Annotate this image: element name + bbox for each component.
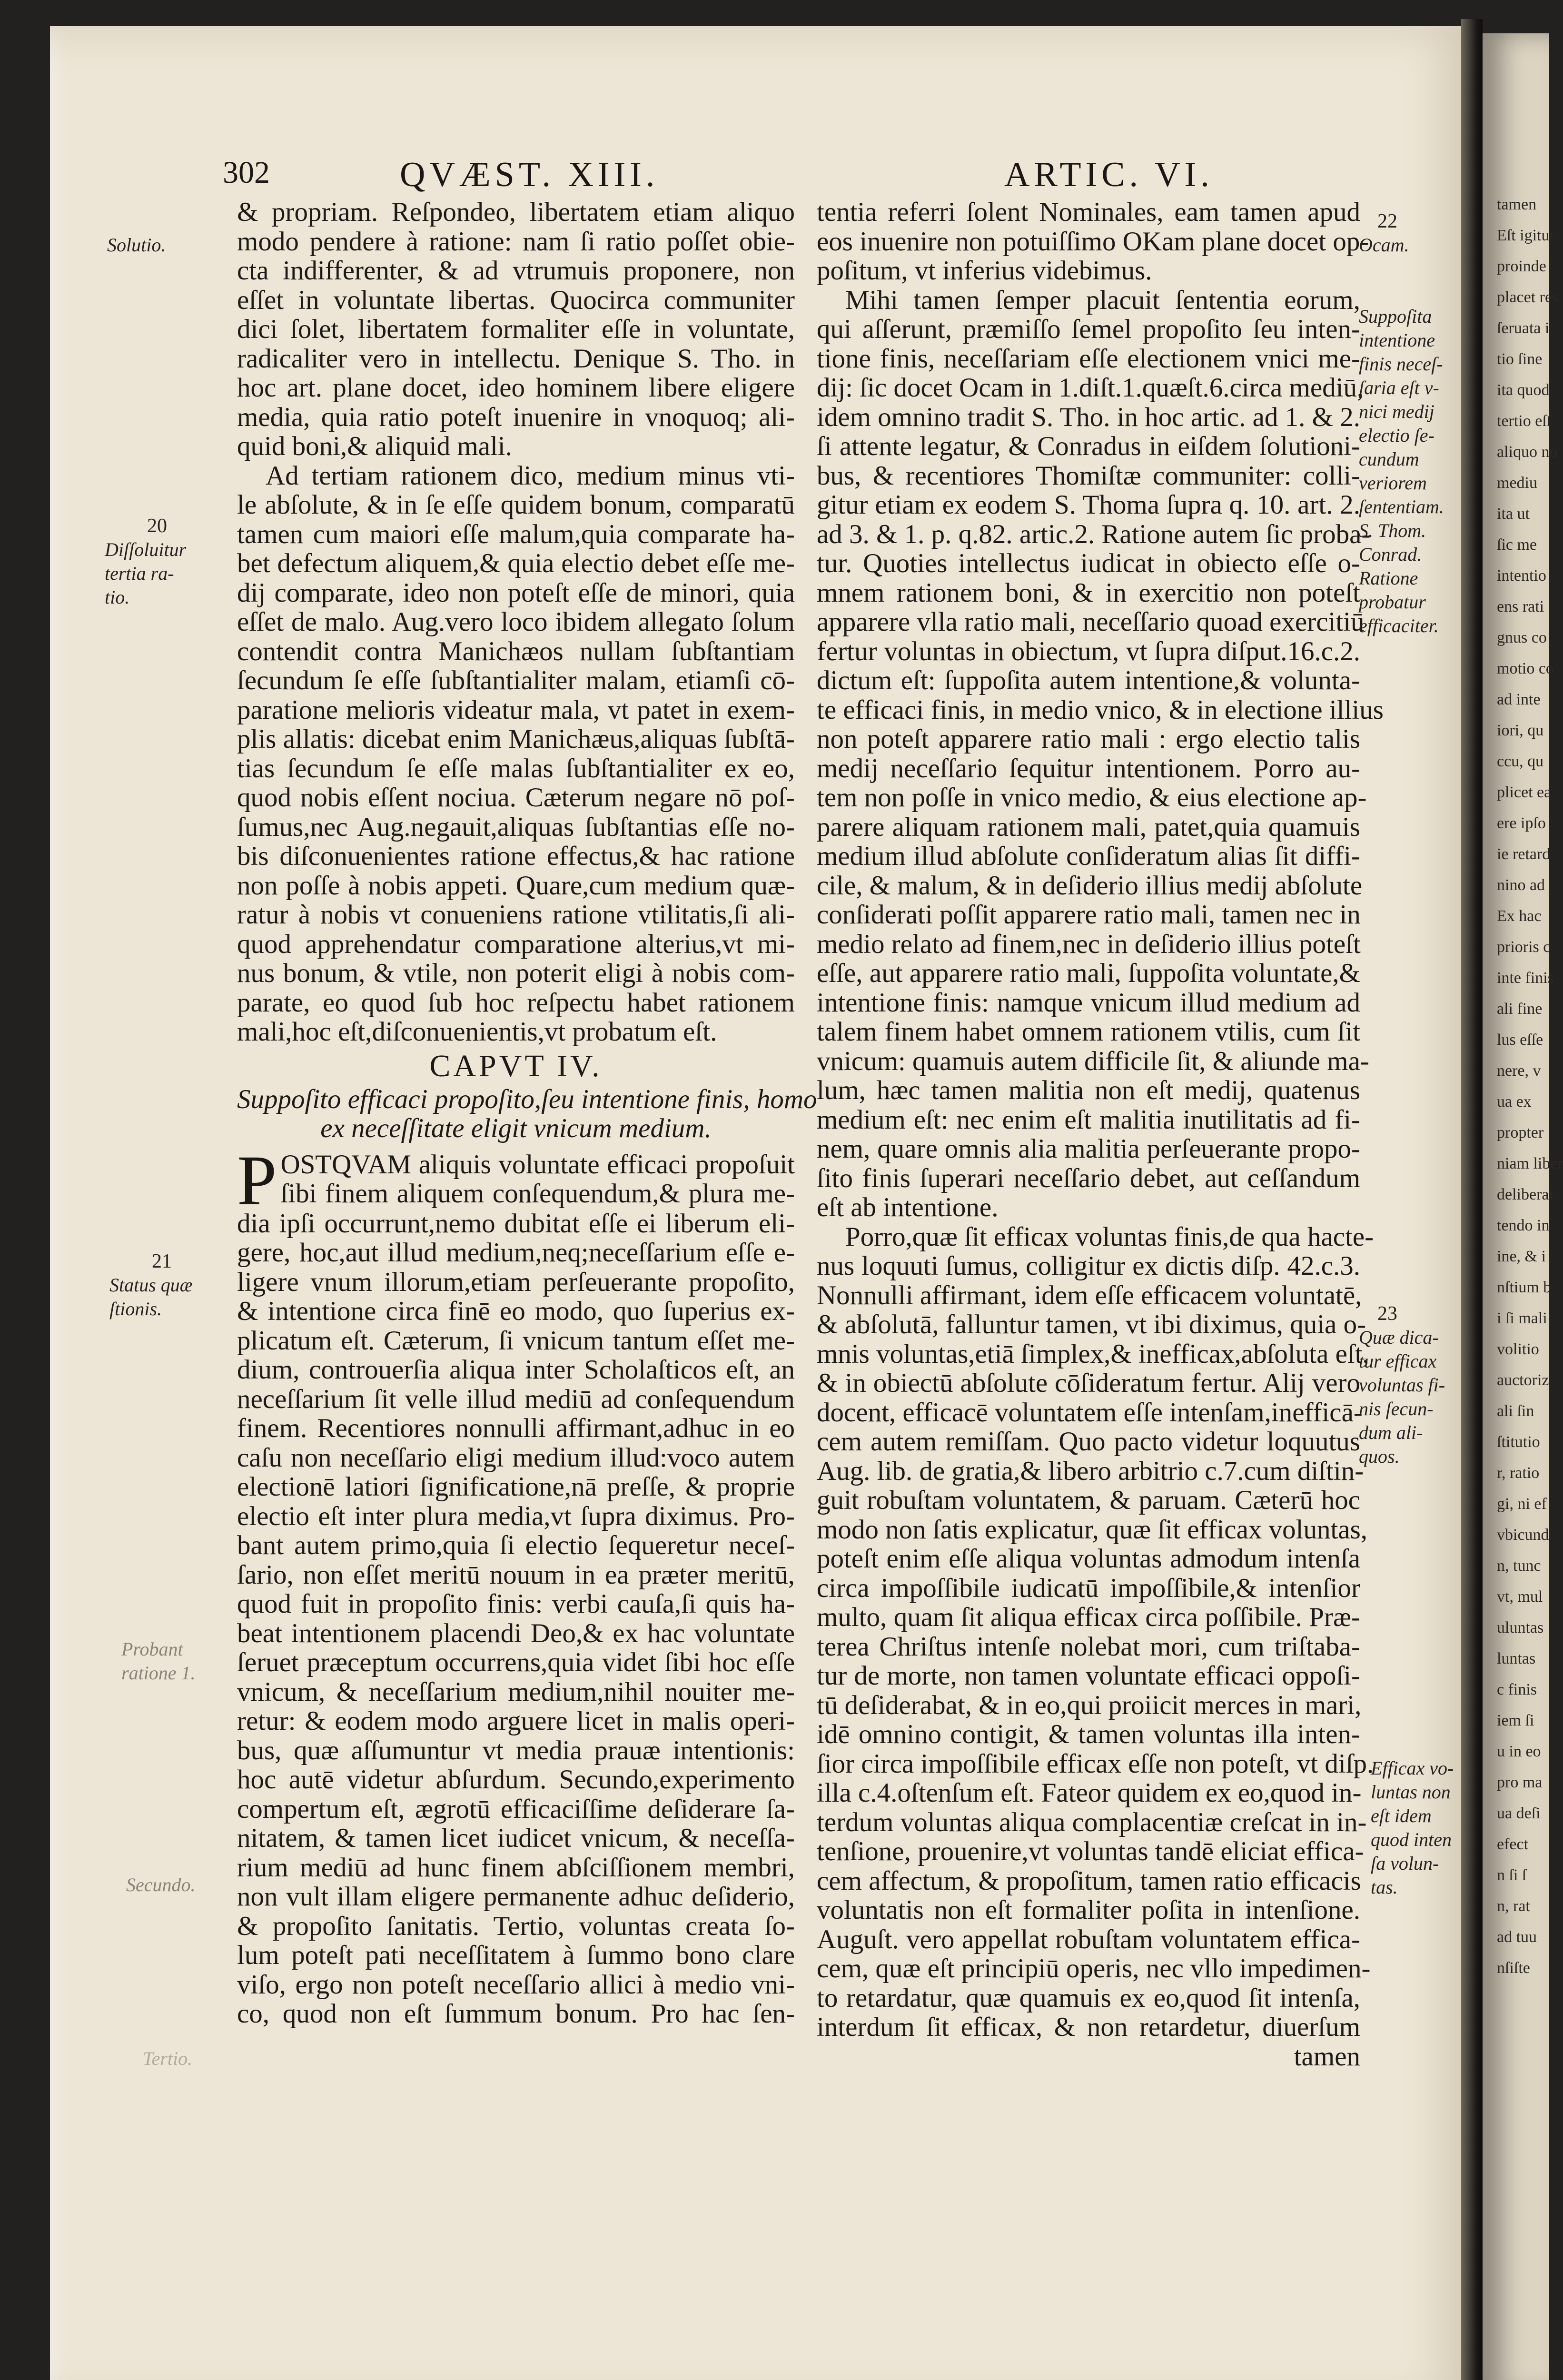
next-page-fragment: tendo in (1497, 1217, 1550, 1234)
text-line: poſitum, vt inferius videbimus. (817, 256, 1152, 286)
next-page-fragment: lus eſſe (1497, 1031, 1543, 1049)
page-gutter (1461, 19, 1483, 2380)
next-page-fragment: motio co (1497, 660, 1554, 677)
text-line: guit robuſtam voluntatem, & paruam. Cæterū hoc (817, 1485, 1360, 1515)
text-line: beat intentionem placendi Deo,& ex hac voluntate (237, 1618, 795, 1648)
text-line: tentia referri ſolent Nominales, eam tamen apud (817, 197, 1360, 227)
next-page-fragment: ali fine (1497, 1000, 1543, 1018)
text-line: & propoſito ſanitatis. Tertio, voluntas creata ſo- (237, 1911, 795, 1941)
text-line: bus, quæ aſſumuntur vt media prauæ intentionis: (237, 1735, 795, 1765)
next-page-fragment: ad inte (1497, 691, 1541, 708)
text-line: nem, quare omnis alia malitia perſeuerante propo- (817, 1134, 1360, 1164)
next-page-fragment: vt, mul (1497, 1588, 1543, 1606)
next-page-fragment: luntas (1497, 1650, 1536, 1667)
next-page-edge (1483, 33, 1563, 2380)
text-line: tem non poſſe in vnico medio, & eius electione ap- (817, 783, 1367, 813)
text-line: nitatem, & tamen licet iudicet vnicum, & neceſſa- (237, 1823, 795, 1853)
chapter-title: CAPVT IV. (429, 1048, 603, 1083)
text-line: & propriam. Reſpondeo, libertatem etiam aliquo (237, 197, 795, 227)
text-line: paratione melioris videatur mala, vt patet in exem- (237, 694, 795, 725)
next-page-fragment: volitio (1497, 1340, 1539, 1358)
text-line: gitur etiam ex eodem S. Thoma ſupra q. 10. art. 2. (817, 490, 1360, 520)
text-line: cem affectum, & propoſitum, tamen ratio efficacis (817, 1865, 1361, 1896)
next-page-fragment: ccu, qu (1497, 753, 1544, 770)
text-line: fertur voluntas in obiectum, vt ſupra diſput.16.c.2. (817, 636, 1360, 666)
text-line: co, quod non eſt ſummum bonum. Pro hac ſen- (237, 1999, 795, 2029)
text-line: te efficaci finis, in medio vnico, & in electione illius (817, 694, 1384, 725)
text-line: idē omnino contigit, & tamen voluntas illa inten- (817, 1719, 1360, 1749)
text-line: quod fuit in propoſito finis: verbi cauſa,ſi quis ha- (237, 1589, 795, 1619)
page-number: 302 (223, 155, 270, 190)
text-line: nus loquuti ſumus, colligitur ex dictis diſp. 42.c.3. (817, 1251, 1360, 1281)
text-line: bis diſconuenientes ratione effectus,& hac ratione (237, 841, 795, 871)
text-line: mali,hoc eſt,diſconuenientis,vt probatum eſt. (237, 1017, 717, 1047)
next-page-fragment: ens rati (1497, 598, 1544, 615)
margin-line: quos. (1359, 1446, 1400, 1467)
text-line: tenſione, prouenire,vt voluntas tandē eliciat effica- (817, 1836, 1364, 1866)
text-line: tur de morte, non tamen voluntate efficaci oppoſi- (817, 1661, 1360, 1691)
text-line: mnem rationem boni, & in exercitio non poteſt (817, 577, 1360, 608)
chapter-subtitle-line-1: Suppoſito efficaci propoſito,ſeu intentione finis, homo (237, 1084, 817, 1114)
text-line: ligere vnum illorum,etiam perſeuerante propoſito, (237, 1267, 795, 1297)
text-line: nus bonum, & vtile, non poterit eligi à nobis com- (237, 958, 795, 988)
margin-line: Status quæ (109, 1274, 193, 1296)
opening-line-1: OSTQVAM aliquis voluntate efficaci propoſuit (280, 1149, 795, 1180)
text-line: contendit contra Manichæos nullam ſubſtantiam (237, 636, 795, 666)
text-line: ſario, non eſſet meritū nouum in ea præter meritū, (237, 1559, 795, 1590)
next-page-fragment: iori, qu (1497, 722, 1544, 739)
next-page-fragment: gi, ni ef (1497, 1495, 1547, 1513)
text-line: hoc autē videtur abſurdum. Secundo,experimento (237, 1765, 795, 1795)
text-line: interdum ſit efficax, & non retardetur, diuerſum (817, 2012, 1360, 2042)
next-page-fragment: intentio (1497, 567, 1546, 585)
margin-line: dum ali- (1359, 1422, 1423, 1443)
next-page-fragment: n, rat (1497, 1897, 1530, 1915)
text-line: lum poteſt pati neceſſitatem à ſummo bono clare (237, 1940, 795, 1970)
text-line: medij neceſſario ſequitur intentionem. Porro au- (817, 753, 1360, 783)
margin-line: voluntas fi- (1359, 1374, 1445, 1396)
next-page-fragment: ſeruata i (1497, 319, 1550, 337)
margin-number-23: 23 (1377, 1303, 1397, 1325)
next-page-fragment: efect (1497, 1835, 1529, 1853)
next-page-fragment: aliquo no (1497, 443, 1558, 461)
text-line: vnicum, & neceſſarium medium,nihil nouiter me- (237, 1676, 795, 1707)
chapter-subtitle-line-2: ex neceſſitate eligit vnicum medium. (320, 1113, 712, 1143)
paragraph-nominales (817, 197, 1369, 286)
next-page-fragment: deliberat (1497, 1186, 1553, 1203)
text-line: tū deſiderabat, & in eo,qui proiicit merces in mari, (817, 1690, 1362, 1720)
text-line: dia ipſi occurrunt,nemo dubitat eſſe ei liberum eli- (237, 1208, 795, 1239)
next-page-fragment: placet res (1497, 288, 1559, 306)
next-page-fragment: Eſt igitur (1497, 227, 1555, 244)
margin-note-probant (121, 1637, 196, 1685)
text-line: cem autem remiſſam. Quo pacto videtur loquutus (817, 1427, 1360, 1457)
margin-line: tertia ra- (105, 563, 174, 584)
margin-line: nis ſecun- (1359, 1398, 1434, 1419)
text-line: medium eſt: nec enim eſt malitia inutilitatis ad fi- (817, 1104, 1360, 1135)
margin-line: cundum (1359, 448, 1419, 470)
next-page-fragment: ine, & i (1497, 1248, 1546, 1265)
margin-line: S. Thom. (1359, 520, 1426, 541)
margin-line: Diſſoluitur (105, 539, 187, 560)
text-line: poteſt enim eſſe aliqua voluntas admodum intenſa (817, 1544, 1360, 1574)
text-line: voluntatis non eſt formaliter poſita in intenſione. (817, 1895, 1360, 1925)
next-page-fragment: ſic me (1497, 536, 1537, 554)
text-line: caſu non neceſſario eligi medium illud:voco autem (237, 1442, 795, 1473)
text-line: ſeruet præceptum occurrens,quia videt ſibi hoc eſſe (237, 1647, 795, 1677)
text-line: ad 3. & 1. p. q.82. artic.2. Ratione autem ſic proba- (817, 519, 1371, 549)
next-page-fragment: uluntas (1497, 1619, 1544, 1636)
margin-note-solutio: Solutio. (107, 234, 166, 256)
next-page-fragment: nſtium b (1497, 1279, 1552, 1296)
text-line: compertum eſt, ægrotū efficaciſſime deſiderare ſa- (237, 1794, 795, 1824)
next-page-fragment: iem ſi (1497, 1712, 1534, 1729)
margin-line: Ratione (1359, 567, 1418, 589)
margin-line: tio. (105, 586, 130, 608)
text-line: to retardatur, quæ quamuis ex eo,quod ſit intenſa, (817, 1983, 1360, 2013)
text-line: viſo, ergo non poteſt neceſſario allici à medio vni- (237, 1969, 795, 2000)
text-line: bant autem primo,quia ſi electio ſequeretur neceſ- (237, 1530, 795, 1560)
margin-note-21 (109, 1250, 214, 1321)
text-line: tur. Quoties intellectus iudicat in obiecto eſſe o- (817, 548, 1360, 578)
text-line: medio relato ad finem,nec in deſiderio illius poteſt (817, 929, 1361, 959)
margin-note-23 (1359, 1302, 1445, 1468)
text-line: & intentione circa finē eo modo, quo ſuperius ex- (237, 1296, 795, 1326)
text-line: medium illud abſolute conſideratum alias ſit diffi- (817, 841, 1360, 871)
text-line: modo pendere à ratione: nam ſi ratio poſſet obie- (237, 226, 795, 257)
paragraph-third-reason (237, 461, 795, 1047)
next-page-fragment: nſiſte (1497, 1959, 1530, 1977)
margin-line: efficaciter. (1359, 615, 1439, 636)
text-line: dici ſolet, libertatem formaliter eſſe in voluntate, (237, 314, 795, 344)
text-line: parate, eo quod ſub hoc reſpectu habet rationem (237, 987, 795, 1018)
text-line: intentione finis: namque vnicum illud medium ad (817, 987, 1360, 1018)
text-line: circa impoſſibile iudicatū impoſſibile,& intenſior (817, 1573, 1360, 1603)
text-line: eſt ab intentione. (817, 1192, 999, 1222)
next-page-fragment: tertio eſſ (1497, 412, 1552, 430)
next-page-fragment: vbicund (1497, 1526, 1549, 1544)
text-line: multo, quam ſit aliqua efficax circa poſſibile. Præ- (817, 1602, 1360, 1632)
next-page-fragment: n, tunc (1497, 1557, 1541, 1575)
text-line: cem, quæ eſt principiū operis, nec vllo impedimen- (817, 1954, 1371, 1983)
text-line: bus, & recentiores Thomiſtæ communiter: colli- (817, 460, 1360, 491)
text-line: & abſolutā, falluntur tamen, vt ibi diximus, quia o- (817, 1309, 1366, 1339)
text-line: tamen cum maiori eſſe malum,quia comparate ha- (237, 519, 795, 549)
margin-line: ſa volun- (1371, 1853, 1439, 1874)
margin-line: tas. (1371, 1876, 1398, 1898)
next-page-fragment: prioris c (1497, 938, 1551, 956)
text-line: terea Chriſtus intenſe nolebat mori, cum triſtaba- (817, 1631, 1360, 1662)
text-line: electio eſt inter plura media,vt ſupra diximus. Pro- (237, 1501, 795, 1531)
next-page-fragment: u in eo (1497, 1743, 1541, 1760)
text-line: eos inuenire non potuiſſimo OKam plane docet op- (817, 226, 1369, 257)
margin-note-20 (105, 514, 209, 609)
margin-line: eſt idem (1371, 1805, 1432, 1826)
next-page-fragment: proinde (1497, 258, 1546, 275)
text-line: dictum eſt: ſuppoſita autem intentione,& volunta- (817, 665, 1360, 695)
next-page-fragment: ita quod (1497, 381, 1550, 399)
next-page-fragment: inte finis (1497, 969, 1554, 987)
text-line: idem omnino tradit S. Tho. in hoc artic. ad 1. & 2. (817, 402, 1360, 432)
margin-line: ſententiam. (1359, 496, 1444, 517)
next-page-fragment: plicet ea (1497, 783, 1552, 801)
text-line: illa c.4.oſtenſum eſt. Fateor quidem ex eo,quod in- (817, 1778, 1362, 1808)
text-line: ſecundum ſe eſſe ſubſtantialiter malam, etiamſi cō- (237, 665, 795, 695)
margin-line: tur efficax (1359, 1350, 1437, 1372)
text-column-left (237, 197, 817, 2029)
running-head-article: ARTIC. VI. (1004, 155, 1214, 194)
text-line: Ad tertiam rationem dico, medium minus vti- (266, 460, 795, 491)
text-line: rium mediū ad hunc finem abſciſſionem membri, (237, 1852, 795, 1883)
text-line: cta indifferenter, & ad vtrumuis proponere, non (237, 256, 795, 286)
text-line: terdum voluntas aliqua complacentiæ creſcat in in- (817, 1807, 1367, 1837)
text-line: talem finem habet omnem rationem vtilis, cum ſit (817, 1017, 1360, 1047)
text-line: ſito finis ſuperari neceſſario debet, aut ceſſandum (817, 1163, 1360, 1193)
running-head-question: QVÆST. XIII. (400, 155, 659, 194)
next-page-fragment: ali ſin (1497, 1402, 1534, 1420)
text-line: Nonnulli affirmant, idem eſſe efficacem voluntatē, (817, 1280, 1362, 1310)
text-line: ſi attente legatur, & Conradus in eiſdem ſolutioni- (817, 431, 1360, 461)
text-line: le abſolute, & in ſe eſſe quidem bonum, comparatū (237, 490, 795, 520)
paragraph-sententia (817, 285, 1384, 1222)
margin-number-21: 21 (152, 1250, 172, 1272)
text-line: docent, efficacē voluntatem eſſe intenſam,inefficā- (817, 1397, 1363, 1428)
margin-line: ratione 1. (121, 1662, 196, 1684)
next-page-fragment: ita ut (1497, 505, 1530, 523)
margin-note-tertio: Tertio. (143, 2048, 193, 2069)
margin-line: finis neceſ- (1359, 353, 1443, 375)
text-line: modo non ſatis explicatur, quæ ſit efficax voluntas, (817, 1514, 1368, 1545)
text-line: quid boni,& aliquid mali. (237, 431, 512, 461)
margin-line: ſtionis. (109, 1298, 162, 1319)
text-line: mnis voluntas,etiā ſimplex,& inefficax,abſoluta eſt, (817, 1339, 1369, 1369)
margin-note-supposita (1359, 305, 1444, 638)
text-line: dij: ſic docet Ocam in 1.diſt.1.quæſt.6.circa mediū, (817, 373, 1364, 403)
text-line: ratur à nobis vt conueniens ratione vtilitatis,ſi ali- (237, 900, 795, 930)
text-line: tias ſecundum ſe eſſe malas ſubſtantialiter ex eo, (237, 753, 795, 783)
text-line: Mihi tamen ſemper placuit ſententia eorum, (845, 285, 1360, 315)
text-line: finem. Recentiores nonnulli affirmant,adhuc in eo (237, 1413, 795, 1443)
text-line: non vult illam eligere permanente adhuc deſiderio, (237, 1882, 795, 1912)
next-page-fragment: ua deſi (1497, 1805, 1541, 1822)
text-line: non poteſt apparere ratio mali : ergo electio talis (817, 724, 1360, 754)
text-line: tione finis, neceſſariam eſſe electionem vnici me- (817, 343, 1360, 374)
margin-note-22 (1359, 209, 1416, 257)
text-line: radicaliter vero in intellectu. Denique S. Tho. in (237, 343, 795, 374)
text-line: dij comparate, ideo non poteſt eſſe de minori, quia (237, 577, 795, 608)
text-line: apparere vlla ratio mali, neceſſario quoad exercitiū (817, 607, 1365, 637)
text-line: plicatum eſt. Cæterum, ſi vnicum tantum eſſet me- (237, 1325, 795, 1356)
next-page-fragment: ie retard (1497, 845, 1551, 863)
text-line: cile, & malum, & in deſiderio illius medij abſolute (817, 870, 1363, 901)
margin-line: luntas non (1371, 1781, 1451, 1803)
next-page-fragment: ere ipſo (1497, 814, 1546, 832)
margin-line: ſaria eſt v- (1359, 377, 1439, 398)
text-line: eſſe, aut apparere ratio mali, ſuppoſita voluntate,& (817, 958, 1360, 988)
next-page-fragment: pro ma (1497, 1774, 1543, 1791)
margin-number-20: 20 (147, 515, 167, 537)
text-line: conſiderati poſſit apparere ratio mali, tamen nec in (817, 900, 1361, 930)
next-page-fragment: c finis (1497, 1681, 1537, 1698)
text-line: plis allatis: dicebat enim Manichæus,aliquas ſubſtā- (237, 724, 795, 754)
text-line: gere, hoc,aut illud medium,neq;neceſſarium eſſe e- (237, 1238, 795, 1268)
text-line: parere aliquam rationem mali, patet,quia quamuis (817, 812, 1360, 842)
text-line: non poſſe à nobis appeti. Quare,cum medium quæ- (237, 870, 795, 901)
paragraph-chapter-body (237, 1209, 795, 2029)
margin-note-secundo: Secundo. (126, 1874, 196, 1895)
margin-line: Suppoſita (1359, 306, 1432, 327)
text-line: qui aſſerunt, præmiſſo ſemel propoſito ſeu inten- (817, 314, 1360, 344)
margin-line: Efficax vo- (1371, 1757, 1454, 1779)
text-line: bet defectum aliquem,& quia electio debet eſſe me- (237, 548, 795, 578)
next-page-fragment: Ex hac (1497, 907, 1542, 925)
next-page-fragment: tio ſine (1497, 350, 1543, 368)
margin-note-efficax (1371, 1756, 1454, 1899)
text-line: eſſet de malo. Aug.vero loco ibidem allegato ſolum (237, 607, 795, 637)
text-line: Aug. lib. de gratia,& libero arbitrio c.7.cum diſtin- (817, 1456, 1364, 1486)
text-line: quod apprehendatur comparatione alterius,vt mi- (237, 929, 795, 959)
paragraph-response (237, 198, 795, 461)
next-page-fragment: n ſi ſ (1497, 1866, 1527, 1884)
margin-number-22: 22 (1377, 210, 1397, 232)
text-line: ſior circa impoſſibile efficax eſſe non poteſt, vt diſp. (817, 1748, 1374, 1779)
text-line: dium, controuerſia aliqua inter Scholaſticos eſt, an (237, 1355, 795, 1385)
catchword: tamen (1294, 2041, 1360, 2072)
next-page-fragment: propter (1497, 1124, 1544, 1141)
text-line: media, quia ratio poteſt inuenire in vnoquoq; ali- (237, 402, 795, 432)
next-page-fragment: mediu (1497, 474, 1537, 492)
margin-line: Conrad. (1359, 544, 1422, 565)
next-page-fragment: ad tuu (1497, 1928, 1537, 1946)
text-line: lum, hæc tamen malitia non eſt medij, quatenus (817, 1075, 1360, 1105)
margin-line: probatur (1359, 591, 1426, 613)
next-page-fragment: r, ratio (1497, 1464, 1540, 1482)
margin-line: Ocam. (1359, 234, 1409, 256)
text-line: vnicum: quamuis autem difficile ſit, & aliunde ma- (817, 1046, 1369, 1076)
drop-capital: P (237, 1140, 277, 1220)
next-page-fragment: niam liber (1497, 1155, 1563, 1172)
margin-line: intentione (1359, 329, 1435, 351)
margin-line: veriorem (1359, 472, 1427, 494)
next-page-fragment: i ſi mali (1497, 1309, 1547, 1327)
text-line: quod nobis eſſent nociua. Cæterum negare nō poſ- (237, 783, 795, 813)
paragraph-efficax (817, 1221, 1374, 2042)
text-line: electionē latiori ſignificatione,nā preſſe, & proprie (237, 1472, 795, 1502)
margin-line: electio ſe- (1359, 425, 1434, 446)
margin-line: Probant (121, 1638, 183, 1660)
text-line: neceſſarium ſit velle illud mediū ad conſequendum (237, 1384, 795, 1414)
next-page-fragment: tamen (1497, 196, 1537, 213)
text-line: hoc art. plane docet, ideo hominem libere eligere (237, 373, 795, 403)
text-line: retur: & eodem modo arguere licet in malis operi- (237, 1706, 795, 1736)
margin-line: nici medij (1359, 401, 1434, 422)
next-page-fragment: gnus co (1497, 629, 1547, 646)
text-line: eſſet in voluntate libertas. Quocirca communiter (237, 285, 795, 315)
opening-line-2: ſibi finem aliquem conſequendum,& plura me- (280, 1179, 795, 1209)
margin-line: Quæ dica- (1359, 1327, 1439, 1348)
next-page-fragment: nino ad (1497, 876, 1545, 894)
text-line: ſumus,nec Aug.negauit,aliquas ſubſtantias eſſe no- (237, 812, 795, 842)
text-line: Porro,quæ ſit efficax voluntas finis,de qua hacte- (845, 1221, 1374, 1252)
next-page-fragment: ua ex (1497, 1093, 1532, 1111)
next-page-fragment: ſtitutio (1497, 1433, 1540, 1451)
next-page-fragment: nere, v (1497, 1062, 1541, 1080)
text-line: & in obiectū abſolute cōſideratum fertur. Alij vero (817, 1368, 1360, 1398)
text-line: Auguſt. vero appellat robuſtam voluntatem effica- (817, 1924, 1360, 1954)
next-page-fragment: auctoriz (1497, 1371, 1549, 1389)
margin-line: quod inten (1371, 1829, 1452, 1850)
chapter-opening (237, 1140, 795, 1220)
